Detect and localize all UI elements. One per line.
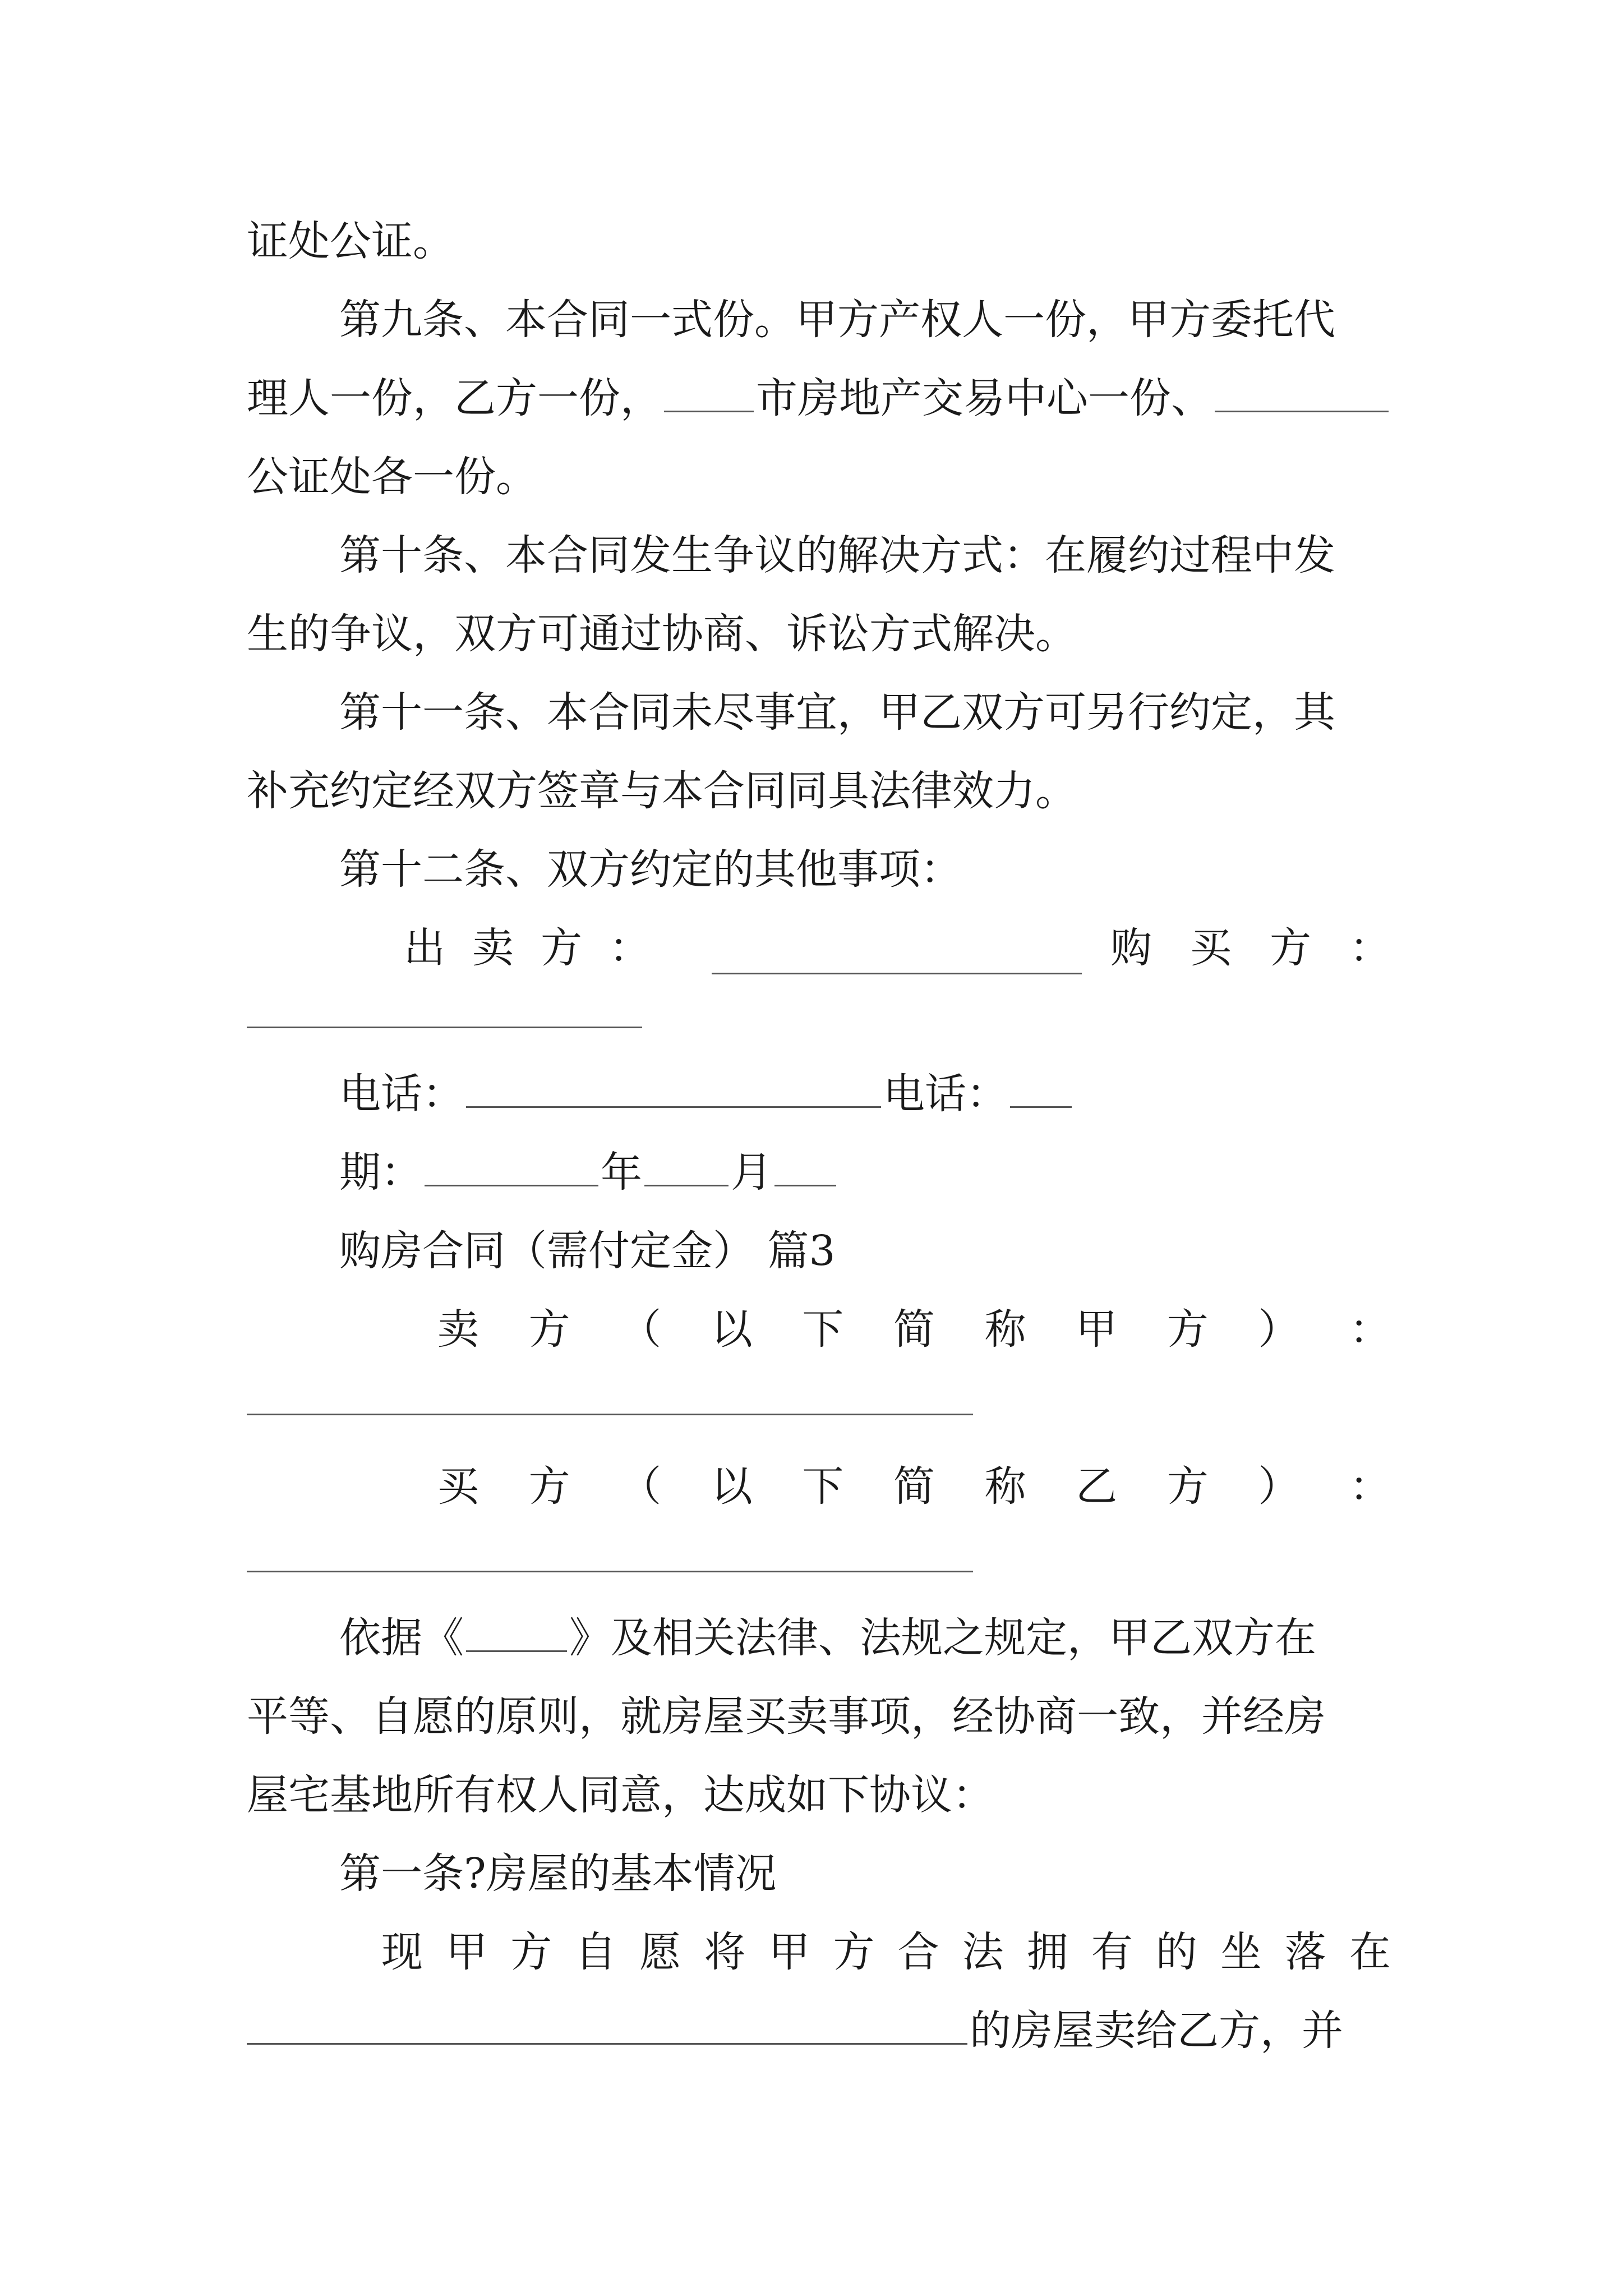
char: 以 — [711, 1462, 753, 1511]
char: 愿 — [639, 1928, 681, 1976]
article-9-line-3: 公证处各一份。 — [247, 453, 537, 501]
article-12-line: 第十二条、双方约定的其他事项： — [339, 845, 962, 894]
text-segment: 》及相关法律、法规之规定，甲乙双方在 — [569, 1614, 1316, 1662]
char: 购 — [1110, 924, 1152, 972]
phone-label: 电话： — [883, 1070, 1008, 1118]
char: 坐 — [1220, 1928, 1262, 1976]
article-10-line-2: 生的争议，双方可通过协商、诉讼方式解决。 — [247, 610, 1077, 658]
seller-blank — [247, 1414, 973, 1415]
year-label: 年 — [601, 1148, 642, 1197]
char: 甲 — [1076, 1305, 1118, 1354]
char: 自 — [575, 1928, 617, 1976]
char: 方 — [1166, 1305, 1209, 1354]
char: 现 — [381, 1928, 423, 1976]
buyer-label — [1110, 920, 1391, 976]
char: 买 — [437, 1462, 479, 1511]
char: 下 — [802, 1462, 844, 1511]
char: 的 — [1155, 1928, 1197, 1976]
buyer-blank — [247, 1027, 642, 1028]
char: ： — [1349, 1462, 1391, 1511]
blank-field — [664, 371, 754, 412]
text-segment: 市房地产交易中心一份、 — [756, 374, 1212, 422]
char: ） — [1258, 1305, 1300, 1354]
location-line — [381, 1924, 1391, 1980]
char: 方 — [510, 1928, 552, 1976]
char: 将 — [704, 1928, 746, 1976]
blank-field — [1010, 1067, 1072, 1108]
char: 下 — [802, 1305, 844, 1354]
char: 合 — [897, 1928, 939, 1976]
char: ） — [1258, 1462, 1300, 1511]
date-row — [339, 1144, 1391, 1200]
blank-field — [1215, 371, 1389, 412]
char: （ — [620, 1462, 662, 1511]
blank-field — [644, 1145, 728, 1186]
buyer-blank — [247, 1571, 973, 1572]
seller-blank — [712, 933, 1082, 974]
char: 有 — [1091, 1928, 1133, 1976]
basis-line-2: 平等、自愿的原则，就房屋买卖事项，经协商一致，并经房 — [247, 1692, 1326, 1741]
article-1-heading: 第一条?房屋的基本情况 — [339, 1849, 777, 1898]
phone-label: 电话： — [339, 1070, 464, 1118]
char: 买 — [1190, 924, 1232, 972]
text-segment: 第九条、本合同一式份。甲方产权人一份，甲方委托代 — [339, 296, 1335, 344]
text-line: 证处公证。 — [247, 217, 454, 265]
basis-line-3: 屋宅基地所有权人同意，达成如下协议： — [247, 1771, 994, 1819]
char: 方 — [1270, 924, 1311, 972]
char: 方 — [833, 1928, 875, 1976]
text-segment: 理人一份，乙方一份， — [247, 374, 662, 422]
month-label: 月 — [731, 1148, 772, 1197]
char: 称 — [984, 1462, 1026, 1511]
location-blank — [247, 2004, 967, 2045]
date-label: 期： — [339, 1148, 422, 1197]
last-line — [247, 2003, 1391, 2059]
char: 方 — [528, 1305, 570, 1354]
char: 方 — [1166, 1462, 1209, 1511]
basis-line-1 — [339, 1610, 1391, 1666]
char: 卖 — [472, 924, 514, 972]
article-11-line-1: 第十一条、本合同未尽事宜，甲乙双方可另行约定，其 — [339, 688, 1335, 737]
char: 简 — [893, 1305, 935, 1354]
char: （ — [620, 1305, 662, 1354]
char: 拥 — [1026, 1928, 1068, 1976]
blank-field — [425, 1145, 598, 1186]
char: ： — [1349, 1305, 1391, 1354]
article-9-line-2 — [247, 370, 1391, 426]
text-segment: 的房屋卖给乙方，并 — [970, 2007, 1343, 2055]
text-segment: 依据《 — [339, 1614, 464, 1662]
char: 出 — [404, 924, 445, 972]
char: ： — [609, 924, 651, 972]
article-10-line-1: 第十条、本合同发生争议的解决方式：在履约过程中发 — [339, 531, 1335, 579]
article-9-line-1 — [339, 292, 1391, 348]
char: ： — [1349, 924, 1391, 972]
blank-field — [774, 1145, 836, 1186]
char: 以 — [711, 1305, 753, 1354]
seller-buyer-row — [404, 920, 1391, 976]
blank-field — [466, 1067, 881, 1108]
seller-definition — [437, 1301, 1391, 1358]
buyer-definition — [437, 1458, 1391, 1515]
article-11-line-2: 补充约定经双方签章与本合同同具法律效力。 — [247, 767, 1077, 815]
char: 方 — [528, 1462, 570, 1511]
char: 落 — [1284, 1928, 1326, 1976]
blank-field — [466, 1611, 567, 1652]
char: 方 — [541, 924, 582, 972]
char: 卖 — [437, 1305, 479, 1354]
phone-row — [339, 1066, 1391, 1122]
char: 在 — [1349, 1928, 1391, 1976]
char: 甲 — [768, 1928, 810, 1976]
char: 甲 — [446, 1928, 488, 1976]
char: 简 — [893, 1462, 935, 1511]
section-heading: 购房合同（需付定金） 篇3 — [339, 1227, 836, 1275]
char: 法 — [962, 1928, 1004, 1976]
char: 乙 — [1076, 1462, 1118, 1511]
char: 称 — [984, 1305, 1026, 1354]
seller-label — [404, 920, 651, 976]
